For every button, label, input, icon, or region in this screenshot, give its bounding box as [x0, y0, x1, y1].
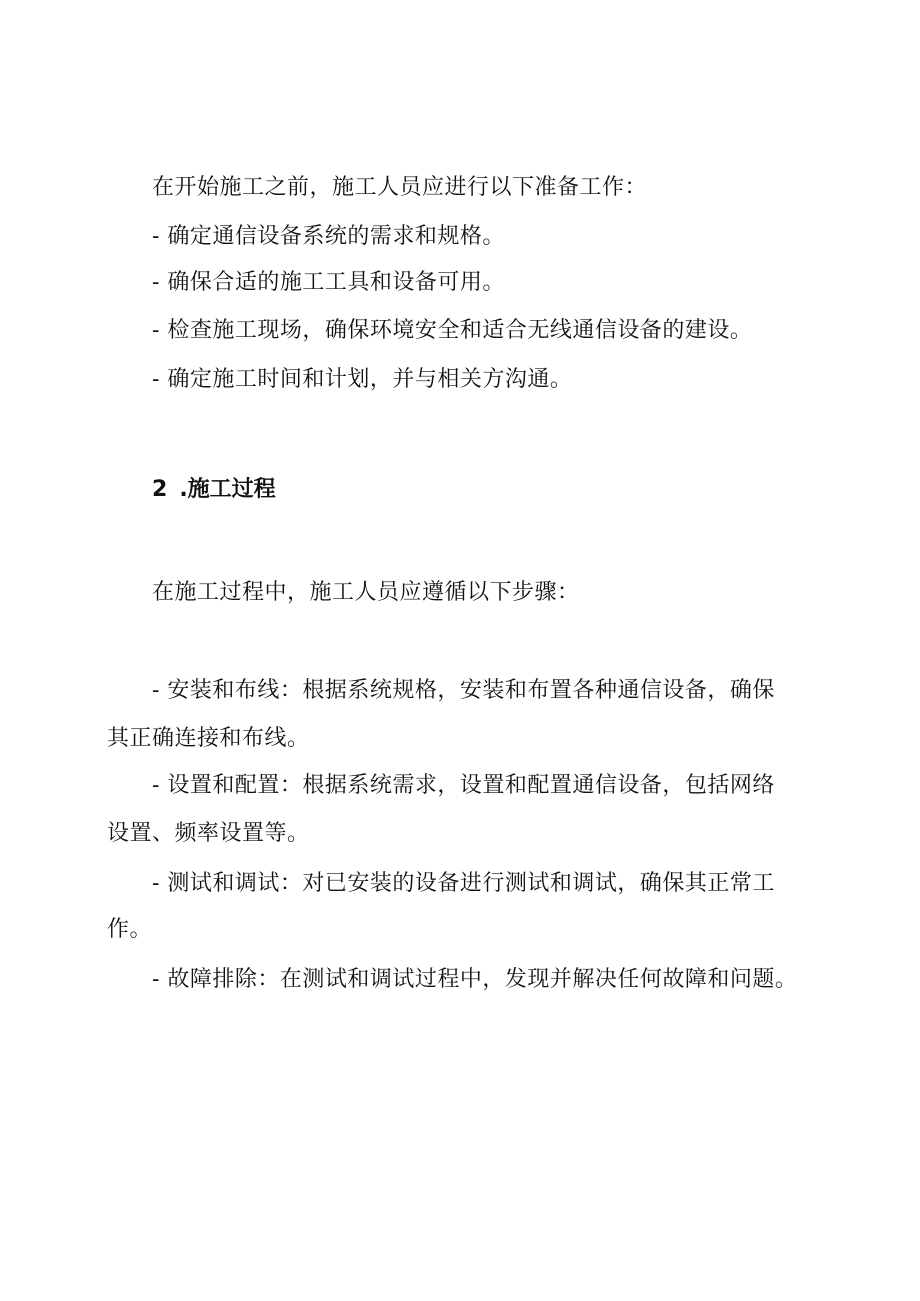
process-step-line: - 设置和配置：根据系统需求，设置和配置通信设备，包括网络 — [152, 773, 775, 798]
process-step-line: 其正确连接和布线。 — [107, 726, 310, 751]
process-step-line: 作。 — [107, 917, 153, 942]
section-title: .施工过程 — [179, 477, 276, 502]
process-step-line: - 安装和布线：根据系统规格，安装和布置各种通信设备，确保 — [152, 678, 775, 703]
prep-item: - 确定施工时间和计划，并与相关方沟通。 — [152, 367, 573, 392]
process-step-line: - 测试和调试：对已安装的设备进行测试和调试，确保其正常工 — [152, 871, 775, 896]
process-intro: 在施工过程中，施工人员应遵循以下步骤： — [152, 580, 580, 605]
process-step-line: - 故障排除：在测试和调试过程中，发现并解决任何故障和问题。 — [152, 967, 798, 992]
prep-item: - 确定通信设备系统的需求和规格。 — [152, 224, 505, 249]
prep-intro: 在开始施工之前，施工人员应进行以下准备工作： — [152, 175, 648, 200]
prep-item: - 确保合适的施工工具和设备可用。 — [152, 270, 505, 295]
process-step-line: 设置、频率设置等。 — [107, 821, 310, 846]
prep-item: - 检查施工现场，确保环境安全和适合无线通信设备的建设。 — [152, 318, 753, 343]
section-number: 2 — [152, 477, 168, 502]
section-heading — [152, 475, 276, 505]
